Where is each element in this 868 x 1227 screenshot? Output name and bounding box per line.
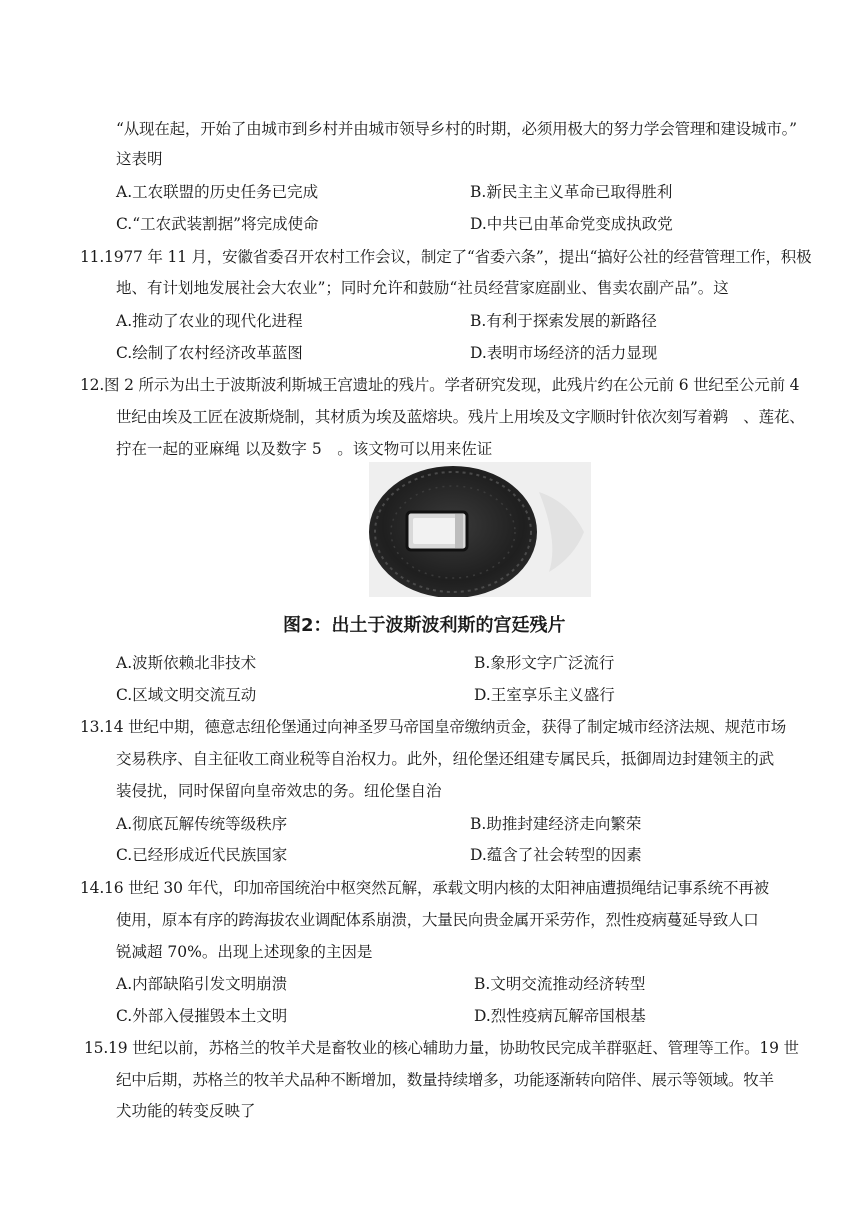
- figure-caption: 图2：出土于波斯波利斯的宫廷残片: [283, 615, 566, 636]
- q11-option-d: D.表明市场经济的活力显现: [470, 344, 658, 362]
- q12-option-d: D.王室享乐主义盛行: [474, 686, 615, 704]
- q12-stem-line2: 世纪由埃及工匠在波斯烧制，其材质为埃及蓝熔块。残片上用埃及文字顺时针依次刻写着鹈 、莲花、: [116, 408, 805, 426]
- q12-option-a: A.波斯依赖北非技术: [116, 654, 257, 672]
- q11-option-b: B.有利于探索发展的新路径: [470, 312, 657, 330]
- q11-option-c: C.绘制了农村经济改革蓝图: [116, 344, 303, 362]
- q12-stem-line1: 12.图 2 所示为出土于波斯波利斯城王宫遗址的残片。学者研究发现，此残片约在公元前 6 世纪至公元前 4: [80, 376, 800, 394]
- q11-option-a: A.推动了农业的现代化进程: [116, 312, 303, 330]
- q10-stem-line2: 这表明: [116, 150, 163, 168]
- q14-stem-line3: 锐减超 70%。出现上述现象的主因是: [116, 943, 373, 961]
- q10-option-b: B.新民主主义革命已取得胜利: [470, 183, 673, 201]
- q14-option-d: D.烈性疫病瓦解帝国根基: [474, 1007, 646, 1025]
- q13-stem-line1: 13.14 世纪中期，德意志纽伦堡通过向神圣罗马帝国皇帝缴纳贡金，获得了制定城市经济法规、规范市场: [80, 718, 787, 736]
- q10-stem-line1: “从现在起，开始了由城市到乡村并由城市领导乡村的时期，必须用极大的努力学会管理和建设城市。”: [116, 120, 797, 138]
- q10-option-c: C.“工农武装割据”将完成使命: [116, 215, 319, 233]
- q14-option-a: A.内部缺陷引发文明崩溃: [116, 975, 288, 993]
- q10-option-a: A.工农联盟的历史任务已完成: [116, 183, 319, 201]
- q11-stem-line1: 11.1977 年 11 月，安徽省委召开农村工作会议，制定了“省委六条”，提出“搞好公社的经营管理工作，积极: [80, 248, 812, 266]
- palace-fragment-photo: [369, 462, 591, 597]
- q11-stem-line2: 地、有计划地发展社会大农业”；同时允许和鼓励“社员经营家庭副业、售卖农副产品”。这: [116, 279, 729, 297]
- q13-stem-line2: 交易秩序、自主征收工商业税等自治权力。此外，纽伦堡还组建专属民兵，抵御周边封建领主的武: [116, 750, 774, 768]
- q13-option-c: C.已经形成近代民族国家: [116, 846, 288, 864]
- q12-option-c: C.区域文明交流互动: [116, 686, 257, 704]
- q14-stem-line1: 14.16 世纪 30 年代，印加帝国统治中枢突然瓦解，承载文明内核的太阳神庙遭损绳结记事系统不再被: [80, 879, 769, 897]
- q13-option-b: B.助推封建经济走向繁荣: [470, 815, 642, 833]
- q15-stem-line3: 犬功能的转变反映了: [116, 1102, 256, 1120]
- q13-option-a: A.彻底瓦解传统等级秩序: [116, 815, 288, 833]
- q13-stem-line3: 装侵扰，同时保留向皇帝效忠的务。纽伦堡自治: [116, 782, 442, 800]
- q15-stem-line2: 纪中后期，苏格兰的牧羊犬品种不断增加，数量持续增多，功能逐渐转向陪伴、展示等领域。牧羊: [116, 1071, 774, 1089]
- q13-option-d: D.蕴含了社会转型的因素: [470, 846, 642, 864]
- q15-stem-line1: 15.19 世纪以前，苏格兰的牧羊犬是畜牧业的核心辅助力量，协助牧民完成羊群驱赶、管理等工作。19 世: [84, 1039, 799, 1057]
- q14-option-b: B.文明交流推动经济转型: [474, 975, 646, 993]
- q14-option-c: C.外部入侵摧毁本土文明: [116, 1007, 288, 1025]
- q12-stem-line3: 拧在一起的亚麻绳 以及数字 5 。该文物可以用来佐证: [116, 440, 493, 458]
- q12-option-b: B.象形文字广泛流行: [474, 654, 615, 672]
- q10-option-d: D.中共已由革命党变成执政党: [470, 215, 673, 233]
- q14-stem-line2: 使用，原本有序的跨海拔农业调配体系崩溃，大量民向贵金属开采劳作，烈性疫病蔓延导致人口: [116, 911, 759, 929]
